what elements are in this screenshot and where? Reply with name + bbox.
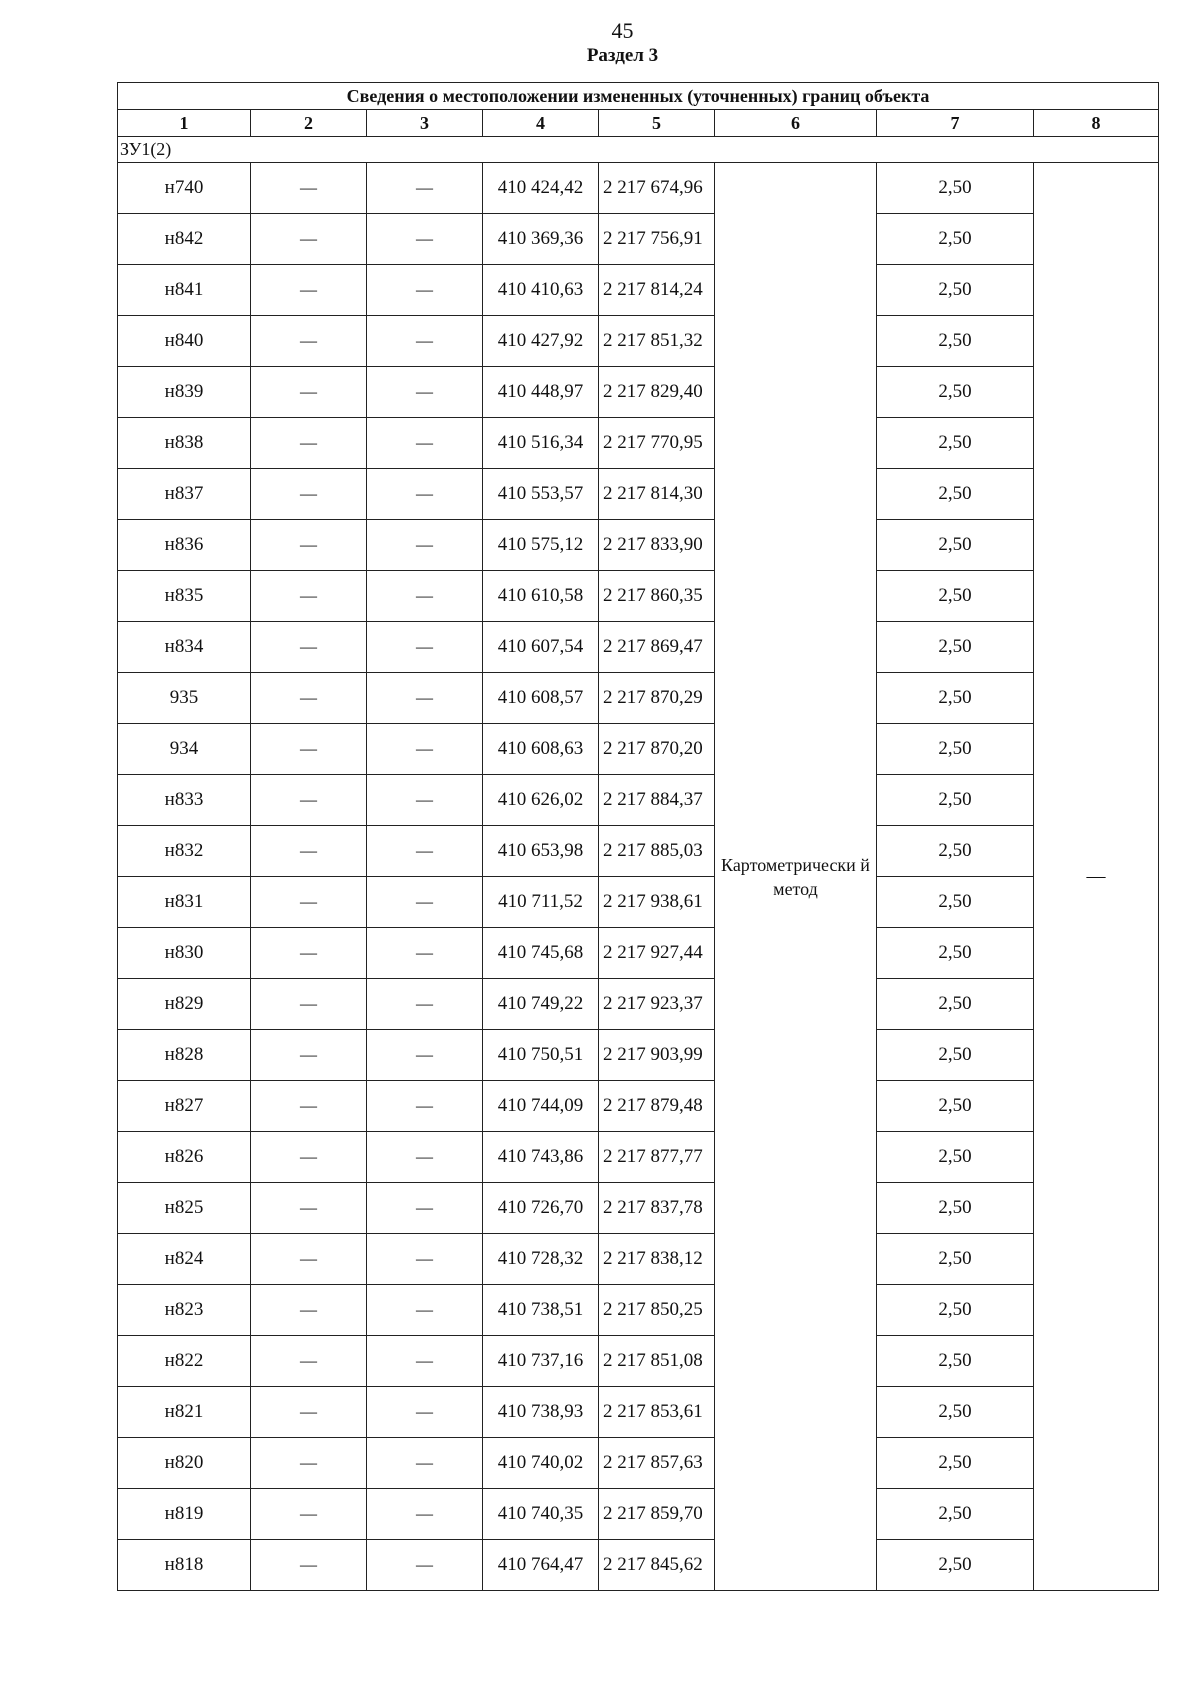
column2-cell: — xyxy=(251,1285,367,1336)
column3-cell: — xyxy=(367,1285,483,1336)
y-coordinate-cell: 2 217 879,48 xyxy=(599,1081,715,1132)
y-coordinate-cell: 2 217 860,35 xyxy=(599,571,715,622)
point-number-cell: н819 xyxy=(118,1489,251,1540)
column3-cell: — xyxy=(367,469,483,520)
y-coordinate-cell: 2 217 833,90 xyxy=(599,520,715,571)
column2-cell: — xyxy=(251,418,367,469)
table-row xyxy=(118,622,1159,673)
x-coordinate-cell: 410 424,42 xyxy=(483,163,599,214)
column2-cell: — xyxy=(251,1540,367,1591)
table-row xyxy=(118,775,1159,826)
accuracy-cell: 2,50 xyxy=(877,724,1034,775)
table-row xyxy=(118,1081,1159,1132)
column2-cell: — xyxy=(251,1030,367,1081)
column2-cell: — xyxy=(251,979,367,1030)
table-row xyxy=(118,1336,1159,1387)
table-row xyxy=(118,928,1159,979)
accuracy-cell: 2,50 xyxy=(877,1387,1034,1438)
x-coordinate-cell: 410 750,51 xyxy=(483,1030,599,1081)
table-row xyxy=(118,1183,1159,1234)
column2-cell: — xyxy=(251,367,367,418)
point-number-cell: н822 xyxy=(118,1336,251,1387)
point-number-cell: н824 xyxy=(118,1234,251,1285)
column3-cell: — xyxy=(367,1030,483,1081)
table-row xyxy=(118,1234,1159,1285)
accuracy-cell: 2,50 xyxy=(877,673,1034,724)
table-row xyxy=(118,1132,1159,1183)
y-coordinate-cell: 2 217 870,29 xyxy=(599,673,715,724)
accuracy-cell: 2,50 xyxy=(877,1285,1034,1336)
y-coordinate-cell: 2 217 756,91 xyxy=(599,214,715,265)
accuracy-cell: 2,50 xyxy=(877,775,1034,826)
accuracy-cell: 2,50 xyxy=(877,1336,1034,1387)
y-coordinate-cell: 2 217 853,61 xyxy=(599,1387,715,1438)
y-coordinate-cell: 2 217 927,44 xyxy=(599,928,715,979)
point-number-cell: н826 xyxy=(118,1132,251,1183)
accuracy-cell: 2,50 xyxy=(877,979,1034,1030)
point-number-cell: н839 xyxy=(118,367,251,418)
point-number-cell: 934 xyxy=(118,724,251,775)
y-coordinate-cell: 2 217 903,99 xyxy=(599,1030,715,1081)
column3-cell: — xyxy=(367,418,483,469)
y-coordinate-cell: 2 217 885,03 xyxy=(599,826,715,877)
column2-cell: — xyxy=(251,1387,367,1438)
point-number-cell: н831 xyxy=(118,877,251,928)
table-row xyxy=(118,979,1159,1030)
y-coordinate-cell: 2 217 877,77 xyxy=(599,1132,715,1183)
column2-cell: — xyxy=(251,520,367,571)
x-coordinate-cell: 410 610,58 xyxy=(483,571,599,622)
column3-cell: — xyxy=(367,1132,483,1183)
x-coordinate-cell: 410 740,02 xyxy=(483,1438,599,1489)
table-body xyxy=(118,137,1159,1591)
column3-cell: — xyxy=(367,1183,483,1234)
column3-cell: — xyxy=(367,367,483,418)
column2-cell: — xyxy=(251,1183,367,1234)
column-number: 5 xyxy=(599,110,715,137)
column2-cell: — xyxy=(251,775,367,826)
column-number: 1 xyxy=(118,110,251,137)
accuracy-cell: 2,50 xyxy=(877,1489,1034,1540)
boundary-coordinates-table xyxy=(117,82,1159,1591)
accuracy-cell: 2,50 xyxy=(877,1540,1034,1591)
column2-cell: — xyxy=(251,1132,367,1183)
column-number: 2 xyxy=(251,110,367,137)
column3-cell: — xyxy=(367,724,483,775)
point-number-cell: н836 xyxy=(118,520,251,571)
column2-cell: — xyxy=(251,1081,367,1132)
accuracy-cell: 2,50 xyxy=(877,1132,1034,1183)
accuracy-cell: 2,50 xyxy=(877,622,1034,673)
x-coordinate-cell: 410 575,12 xyxy=(483,520,599,571)
point-number-cell: н820 xyxy=(118,1438,251,1489)
y-coordinate-cell: 2 217 770,95 xyxy=(599,418,715,469)
point-number-cell: н841 xyxy=(118,265,251,316)
y-coordinate-cell: 2 217 850,25 xyxy=(599,1285,715,1336)
column3-cell: — xyxy=(367,163,483,214)
column2-cell: — xyxy=(251,826,367,877)
column3-cell: — xyxy=(367,265,483,316)
x-coordinate-cell: 410 745,68 xyxy=(483,928,599,979)
x-coordinate-cell: 410 743,86 xyxy=(483,1132,599,1183)
x-coordinate-cell: 410 744,09 xyxy=(483,1081,599,1132)
method-cell: Картометрически й метод xyxy=(715,163,877,1591)
point-number-cell: н838 xyxy=(118,418,251,469)
group-label: ЗУ1(2) xyxy=(118,137,1159,163)
column3-cell: — xyxy=(367,775,483,826)
table-row xyxy=(118,673,1159,724)
y-coordinate-cell: 2 217 845,62 xyxy=(599,1540,715,1591)
accuracy-cell: 2,50 xyxy=(877,1081,1034,1132)
column3-cell: — xyxy=(367,214,483,265)
page-number: 45 xyxy=(611,18,634,43)
accuracy-cell: 2,50 xyxy=(877,316,1034,367)
y-coordinate-cell: 2 217 674,96 xyxy=(599,163,715,214)
accuracy-cell: 2,50 xyxy=(877,418,1034,469)
table-row xyxy=(118,826,1159,877)
table-row xyxy=(118,418,1159,469)
accuracy-cell: 2,50 xyxy=(877,367,1034,418)
column2-cell: — xyxy=(251,1336,367,1387)
column-number: 6 xyxy=(715,110,877,137)
column2-cell: — xyxy=(251,265,367,316)
accuracy-cell: 2,50 xyxy=(877,571,1034,622)
column2-cell: — xyxy=(251,1438,367,1489)
column2-cell: — xyxy=(251,877,367,928)
column3-cell: — xyxy=(367,928,483,979)
column3-cell: — xyxy=(367,1489,483,1540)
x-coordinate-cell: 410 711,52 xyxy=(483,877,599,928)
column3-cell: — xyxy=(367,1540,483,1591)
table-title: Сведения о местоположении измененных (уточненных) границ объекта xyxy=(118,83,1159,110)
point-number-cell: н818 xyxy=(118,1540,251,1591)
point-number-cell: н840 xyxy=(118,316,251,367)
x-coordinate-cell: 410 764,47 xyxy=(483,1540,599,1591)
y-coordinate-cell: 2 217 938,61 xyxy=(599,877,715,928)
x-coordinate-cell: 410 369,36 xyxy=(483,214,599,265)
y-coordinate-cell: 2 217 837,78 xyxy=(599,1183,715,1234)
column2-cell: — xyxy=(251,1489,367,1540)
table-row xyxy=(118,1489,1159,1540)
accuracy-cell: 2,50 xyxy=(877,163,1034,214)
column2-cell: — xyxy=(251,622,367,673)
table-row xyxy=(118,1285,1159,1336)
y-coordinate-cell: 2 217 814,24 xyxy=(599,265,715,316)
accuracy-cell: 2,50 xyxy=(877,214,1034,265)
column3-cell: — xyxy=(367,877,483,928)
point-number-cell: н832 xyxy=(118,826,251,877)
point-number-cell: н825 xyxy=(118,1183,251,1234)
column-number: 3 xyxy=(367,110,483,137)
y-coordinate-cell: 2 217 814,30 xyxy=(599,469,715,520)
accuracy-cell: 2,50 xyxy=(877,520,1034,571)
column3-cell: — xyxy=(367,520,483,571)
y-coordinate-cell: 2 217 838,12 xyxy=(599,1234,715,1285)
point-number-cell: н834 xyxy=(118,622,251,673)
y-coordinate-cell: 2 217 884,37 xyxy=(599,775,715,826)
table-row xyxy=(118,1030,1159,1081)
point-number-cell: 935 xyxy=(118,673,251,724)
x-coordinate-cell: 410 737,16 xyxy=(483,1336,599,1387)
column-number: 4 xyxy=(483,110,599,137)
y-coordinate-cell: 2 217 923,37 xyxy=(599,979,715,1030)
table-row xyxy=(118,214,1159,265)
accuracy-cell: 2,50 xyxy=(877,1234,1034,1285)
column3-cell: — xyxy=(367,673,483,724)
column2-cell: — xyxy=(251,724,367,775)
x-coordinate-cell: 410 553,57 xyxy=(483,469,599,520)
x-coordinate-cell: 410 726,70 xyxy=(483,1183,599,1234)
point-number-cell: н829 xyxy=(118,979,251,1030)
column-number-row xyxy=(118,110,1159,137)
point-number-cell: н835 xyxy=(118,571,251,622)
column3-cell: — xyxy=(367,979,483,1030)
section-title: Раздел 3 xyxy=(586,45,659,66)
y-coordinate-cell: 2 217 829,40 xyxy=(599,367,715,418)
table-row xyxy=(118,469,1159,520)
y-coordinate-cell: 2 217 870,20 xyxy=(599,724,715,775)
table-row xyxy=(118,1438,1159,1489)
x-coordinate-cell: 410 653,98 xyxy=(483,826,599,877)
table-row xyxy=(118,316,1159,367)
x-coordinate-cell: 410 749,22 xyxy=(483,979,599,1030)
x-coordinate-cell: 410 448,97 xyxy=(483,367,599,418)
point-number-cell: н830 xyxy=(118,928,251,979)
column2-cell: — xyxy=(251,928,367,979)
column2-cell: — xyxy=(251,469,367,520)
column3-cell: — xyxy=(367,316,483,367)
point-number-cell: н821 xyxy=(118,1387,251,1438)
column8-cell: — xyxy=(1034,163,1159,1591)
column2-cell: — xyxy=(251,571,367,622)
column3-cell: — xyxy=(367,571,483,622)
x-coordinate-cell: 410 738,93 xyxy=(483,1387,599,1438)
table-row xyxy=(118,877,1159,928)
point-number-cell: н842 xyxy=(118,214,251,265)
accuracy-cell: 2,50 xyxy=(877,1183,1034,1234)
point-number-cell: н740 xyxy=(118,163,251,214)
x-coordinate-cell: 410 410,63 xyxy=(483,265,599,316)
column3-cell: — xyxy=(367,1081,483,1132)
accuracy-cell: 2,50 xyxy=(877,1030,1034,1081)
point-number-cell: н823 xyxy=(118,1285,251,1336)
accuracy-cell: 2,50 xyxy=(877,265,1034,316)
point-number-cell: н827 xyxy=(118,1081,251,1132)
table-row xyxy=(118,571,1159,622)
y-coordinate-cell: 2 217 857,63 xyxy=(599,1438,715,1489)
y-coordinate-cell: 2 217 851,08 xyxy=(599,1336,715,1387)
column2-cell: — xyxy=(251,1234,367,1285)
table-row xyxy=(118,1387,1159,1438)
column3-cell: — xyxy=(367,622,483,673)
x-coordinate-cell: 410 427,92 xyxy=(483,316,599,367)
table-row xyxy=(118,1540,1159,1591)
point-number-cell: н837 xyxy=(118,469,251,520)
y-coordinate-cell: 2 217 851,32 xyxy=(599,316,715,367)
column3-cell: — xyxy=(367,826,483,877)
column3-cell: — xyxy=(367,1438,483,1489)
x-coordinate-cell: 410 728,32 xyxy=(483,1234,599,1285)
y-coordinate-cell: 2 217 869,47 xyxy=(599,622,715,673)
column-number: 8 xyxy=(1034,110,1159,137)
table-row xyxy=(118,520,1159,571)
point-number-cell: н833 xyxy=(118,775,251,826)
x-coordinate-cell: 410 740,35 xyxy=(483,1489,599,1540)
table-row xyxy=(118,265,1159,316)
column3-cell: — xyxy=(367,1387,483,1438)
x-coordinate-cell: 410 738,51 xyxy=(483,1285,599,1336)
x-coordinate-cell: 410 626,02 xyxy=(483,775,599,826)
accuracy-cell: 2,50 xyxy=(877,826,1034,877)
x-coordinate-cell: 410 516,34 xyxy=(483,418,599,469)
x-coordinate-cell: 410 608,57 xyxy=(483,673,599,724)
accuracy-cell: 2,50 xyxy=(877,928,1034,979)
column3-cell: — xyxy=(367,1336,483,1387)
table-row xyxy=(118,163,1159,214)
y-coordinate-cell: 2 217 859,70 xyxy=(599,1489,715,1540)
column2-cell: — xyxy=(251,673,367,724)
x-coordinate-cell: 410 608,63 xyxy=(483,724,599,775)
column2-cell: — xyxy=(251,316,367,367)
x-coordinate-cell: 410 607,54 xyxy=(483,622,599,673)
column2-cell: — xyxy=(251,214,367,265)
accuracy-cell: 2,50 xyxy=(877,469,1034,520)
column2-cell: — xyxy=(251,163,367,214)
column-number: 7 xyxy=(877,110,1034,137)
point-number-cell: н828 xyxy=(118,1030,251,1081)
table-row xyxy=(118,367,1159,418)
accuracy-cell: 2,50 xyxy=(877,1438,1034,1489)
accuracy-cell: 2,50 xyxy=(877,877,1034,928)
table-row xyxy=(118,724,1159,775)
column3-cell: — xyxy=(367,1234,483,1285)
